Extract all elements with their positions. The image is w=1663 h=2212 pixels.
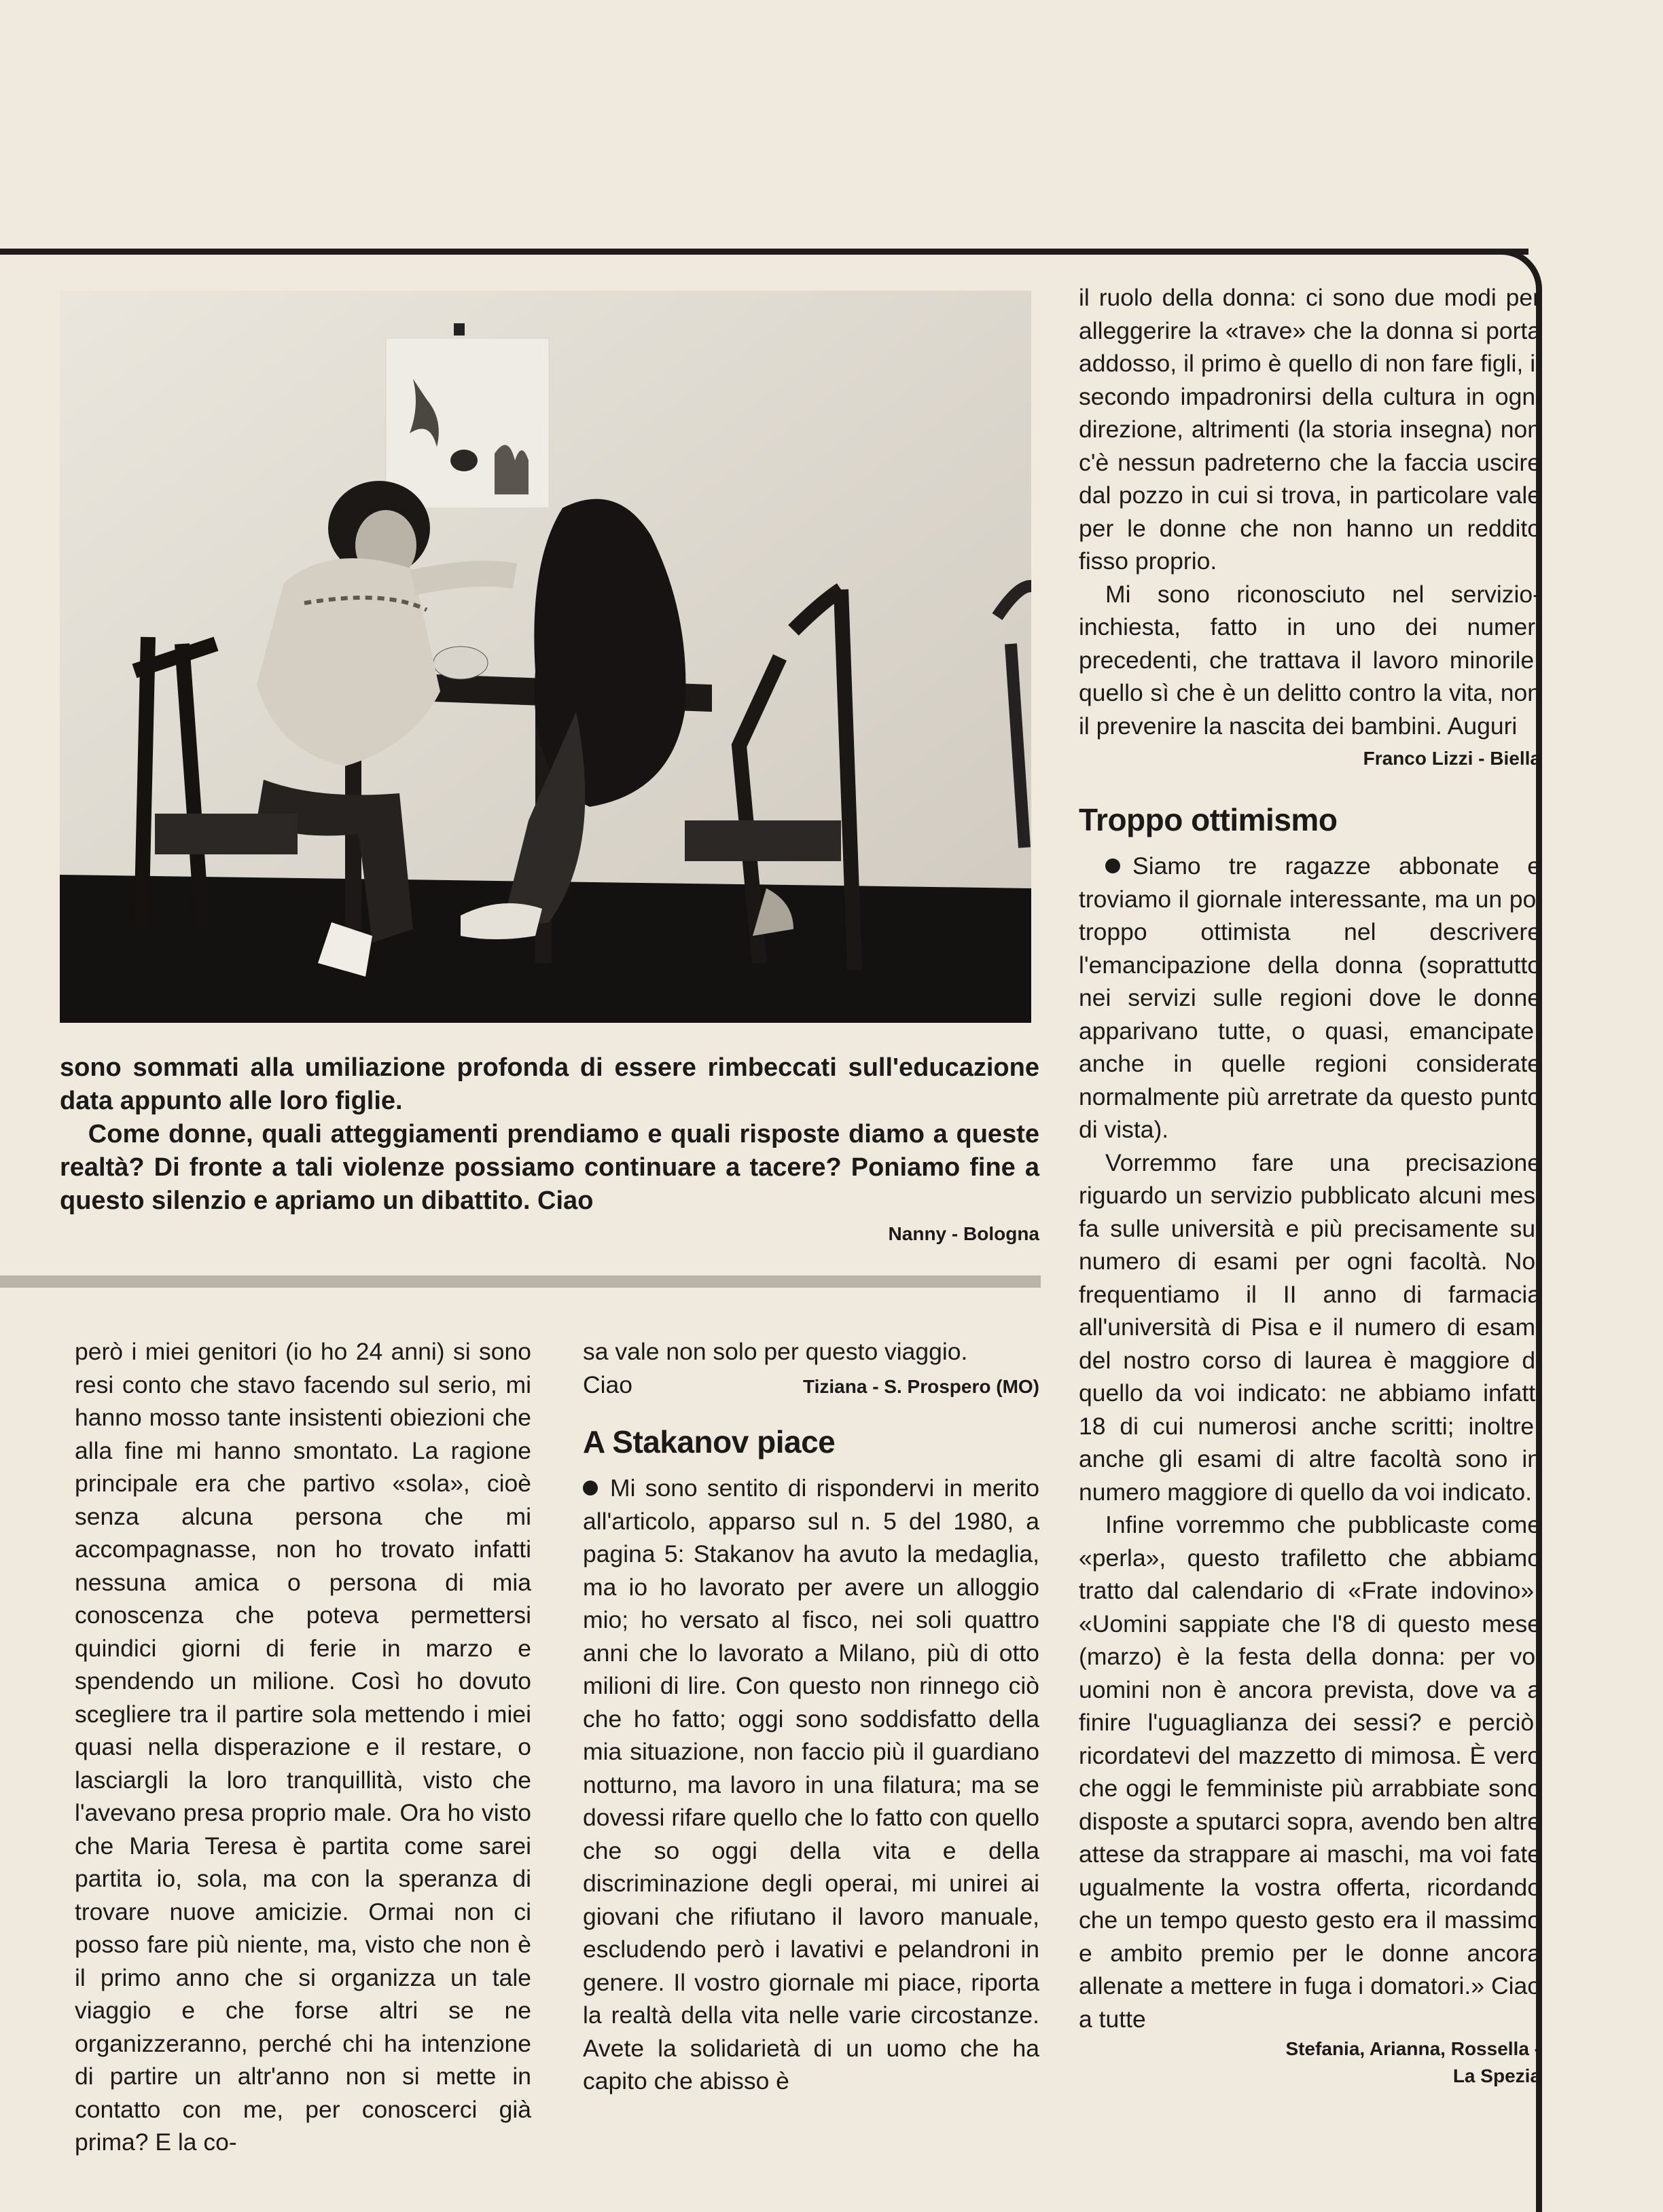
ottimismo-paragraph-1 (1079, 850, 1541, 1146)
tiziana-body: però i miei genitori (io ho 24 anni) si sono resi conto che stavo facendo sul serio, mi hanno mosso tante insistenti obiezioni che alla fine mi hanno smontato. La ragione principale era che partivo «sola», cioè senza alcuna persona che mi accompagnasse, non ho trovato infatti nessuna amica o persona di mia conoscenza che poteva permettersi quindici giorni di ferie in marzo e spendendo un milione. Così ho dovuto scegliere tra il partire sola mettendo i miei quasi nella disperazione e il restare, o lasciargli la loro tranquillità, visto che l'avevano presa proprio male. Ora ho visto che Maria Teresa è partita come sarei partita io, sola, ma con la speranza di trovare nuove amicizie. Ormai non ci posso fare più niente, ma, visto che non è il primo anno che si organizza un tale viaggio e che forse altri se ne organizzeranno, perché chi ha intenzione di partire un altr'anno non si mette in contatto con me, per conoscerci già prima? E la co- (75, 1338, 531, 2156)
right-column (1079, 281, 1541, 2090)
ottimismo-paragraph-2: Vorremmo fare una precisazione riguardo un servizio pubblicato alcuni mesi fa sulle università e più precisamente sul numero di esami per ogni facoltà. Noi frequentiamo il II anno di farmacia all'università di Pisa e il numero di esami del nostro corso di laurea è maggiore di quello da voi indicato: ne abbiamo infatti 18 di cui numerosi anche scritti; inoltre, anche gli esami di altre facoltà sono in numero maggiore di quello da voi indicato. (1079, 1148, 1541, 1506)
franco-signature: Franco Lizzi - Biella (1363, 748, 1541, 769)
nanny-signature: Nanny - Bologna (888, 1223, 1039, 1244)
ottimismo-paragraph-3: Infine vorremmo che pubblicaste come «perla», questo trafiletto che abbiamo tratto dal calendario di «Frate indovino»: «Uomini sappiate che l'8 di questo mese (marzo) è la festa della donna: per voi uomini non è ancora prevista, dove va a finire l'uguaglianza dei sessi? e perciò, ricordatevi del mazzetto di mimosa. È vero che oggi le femministe più arrabbiate sono disposte a sputarci sopra, avendo ben altre attese da strappare ai maschi, ma voi fate ugualmente la vostra offerta, ricordando che un tempo questo gesto era il massimo e ambito premio per le donne ancora allenate a mettere in fuga i domatori.» Ciao a tutte (1079, 1511, 1541, 2033)
ottimismo-signature-1: Stefania, Arianna, Rossella - (1285, 2038, 1541, 2059)
middle-column (583, 1335, 1039, 2098)
letter-tiziana (75, 1335, 531, 2159)
tiziana-closing: Ciao (583, 1371, 633, 1398)
franco-paragraph-2: Mi sono riconosciuto nel servizio-inchiesta, fatto in uno dei numeri precedenti, che trattava il lavoro minorile: quello sì che è un delitto contro la vita, non il prevenire la nascita dei bambini. Auguri (1079, 580, 1541, 740)
franco-paragraph-1: il ruolo della donna: ci sono due modi per alleggerire la «trave» che la donna si porta addosso, il primo è quello di non fare figli, il secondo impadronirsi della cultura in ogni direzione, altrimenti (la storia insegna) non c'è nessun padreterno che la faccia uscire dal pozzo in cui si trova, in particolare vale per le donne che non hanno un reddito fisso proprio. (1079, 284, 1541, 575)
bullet-icon (1105, 858, 1120, 873)
section-divider (0, 1275, 1041, 1288)
photo-illustration (60, 291, 1031, 1023)
nanny-paragraph-2: Come donne, quali atteggiamenti prendiamo e quali risposte diamo a queste realtà? Di fronte a tali violenze possiamo continuare a tacere? Poniamo fine a questo silenzio e apriamo un dibattito. Ciao (60, 1120, 1039, 1215)
ottimismo-paragraph-1-text: Siamo tre ragazze abbonate e troviamo il giornale interessante, ma un po' troppo ottimista nel descrivere l'emancipazione della donna (soprattutto nei servizi sulle regioni dove le donne apparivano tutte, o quasi, emancipate, anche in quelle regioni considerate normalmente più arretrate da questo punto di vista). (1079, 852, 1541, 1143)
photo (60, 291, 1031, 1023)
ottimismo-headline: Troppo ottimismo (1079, 802, 1338, 837)
letter-nanny (60, 1051, 1039, 1248)
nanny-paragraph-1: sono sommati alla umiliazione profonda di essere rimbeccati sull'educazione data appunto alle loro figlie. (60, 1053, 1039, 1115)
stakanov-paragraph (583, 1472, 1039, 2098)
tiziana-signature: Tiziana - S. Prospero (MO) (803, 1375, 1039, 1397)
tiziana-continuation: sa vale non solo per questo viaggio. (583, 1338, 968, 1365)
ottimismo-signature-2: La Spezia (1452, 2065, 1541, 2086)
bullet-icon (583, 1481, 598, 1495)
stakanov-headline: A Stakanov piace (583, 1424, 836, 1459)
top-rule (0, 249, 1528, 255)
tiziana-closing-line (583, 1368, 1039, 1402)
stakanov-body: Mi sono sentito di rispondervi in merito all'articolo, apparso sul n. 5 del 1980, a pagina 5: Stakanov ha avuto la medaglia, ma io ho lavorato per avere un alloggio mio; ho versato al fisco, nei soli quattro anni che lo lavorato a Milano, più di otto milioni di lire. Con questo non rinnego ciò che ho fatto; oggi sono soddisfatto della mia situazione, non faccio più il guardiano notturno, ma lavoro in una filatura; ma se dovessi rifare quello che lo fatto con quello che so oggi della vita e della discriminazione degli operai, mi unirei ai giovani che rifiutano il lavoro manuale, escludendo però i lavativi e pelandroni in genere. Il vostro giornale mi piace, riporta la realtà della vita nelle varie circostanze. Avete la solidarietà di un uomo che ha capito che abisso è (583, 1474, 1039, 2095)
